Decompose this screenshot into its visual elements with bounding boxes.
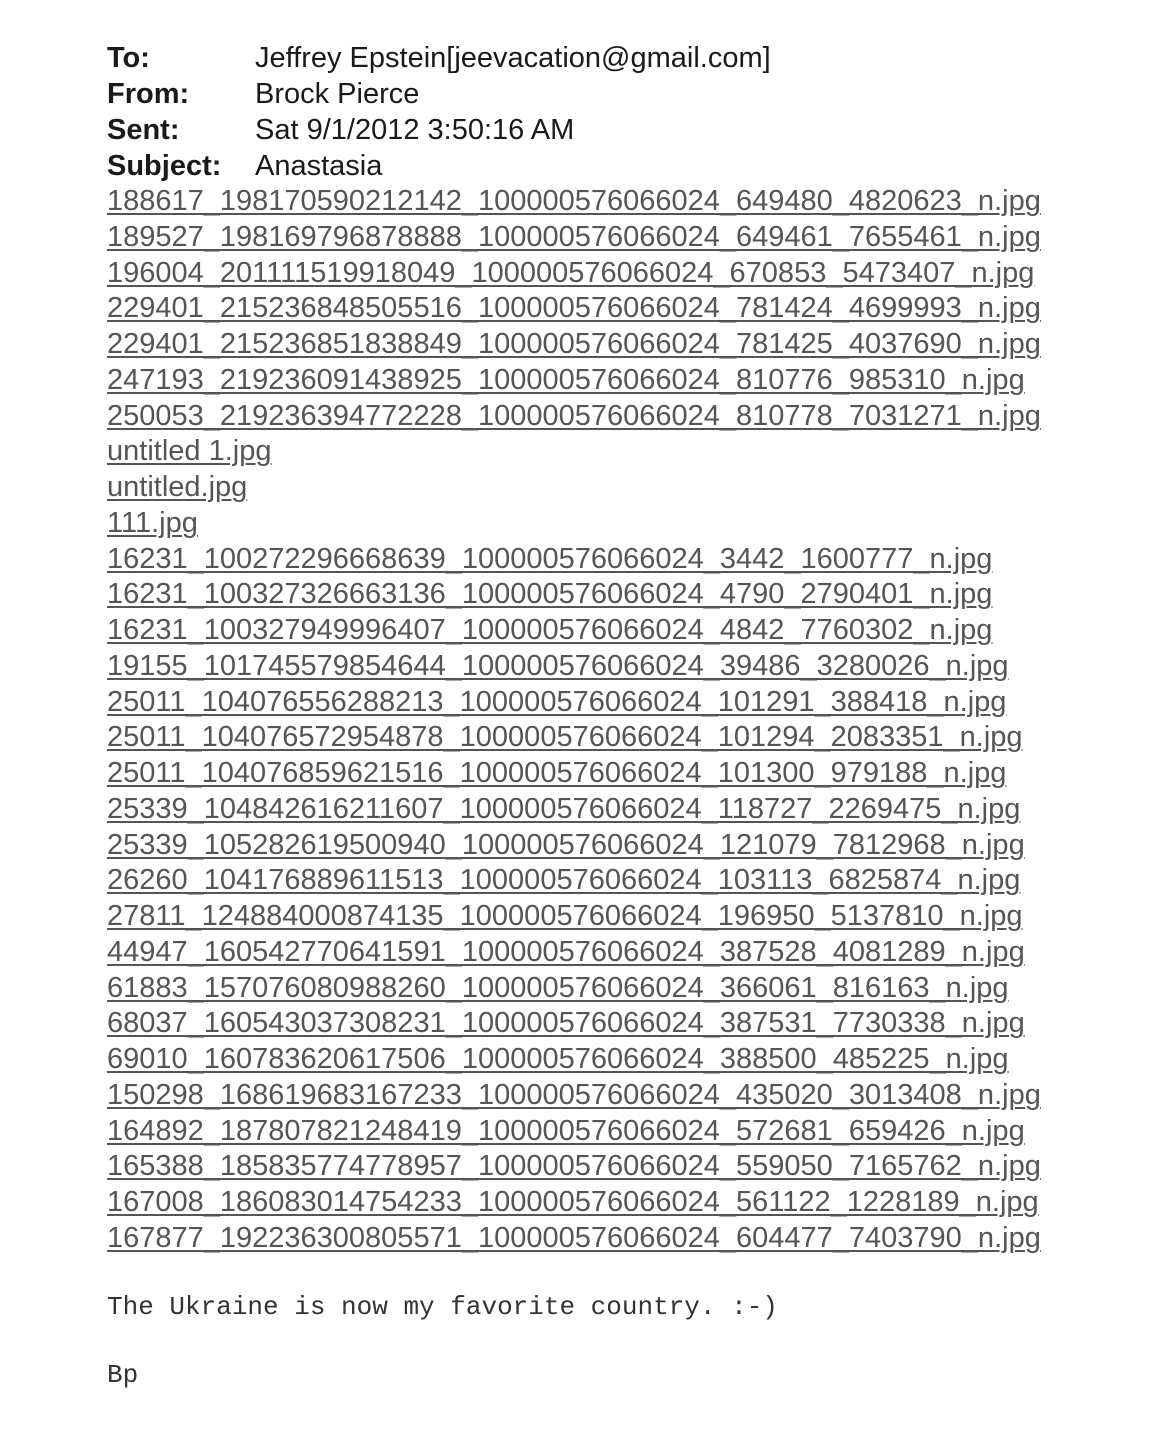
attachment-link[interactable]: 16231_100272296668639_100000576066024_3442_1600777_n.jpg — [107, 542, 993, 575]
attachment-link[interactable]: 188617_198170590212142_100000576066024_649480_4820623_n.jpg — [107, 185, 1041, 217]
attachment-link[interactable]: 111.jpg — [107, 506, 198, 539]
attachment-link[interactable]: untitled 1.jpg — [107, 435, 272, 468]
attachment-link[interactable]: 27811_124884000874135_100000576066024_196950_5137810_n.jpg — [107, 900, 1023, 932]
body-signature: Bp — [107, 1359, 139, 1390]
attachment-link[interactable]: 16231_100327949996407_100000576066024_4842_7760302_n.jpg — [107, 614, 993, 646]
attachment-link[interactable]: 25011_104076859621516_100000576066024_101300_979188_n.jpg — [107, 757, 1007, 789]
attachment-link[interactable]: 250053_219236394772228_100000576066024_810778_7031271_n.jpg — [107, 399, 1041, 432]
from-value: Brock Pierce — [255, 78, 420, 110]
attachment-link[interactable]: 25339_104842616211607_100000576066024_118727_2269475_n.jpg — [107, 792, 1021, 825]
sent-label: Sent: — [107, 114, 180, 146]
attachment-link[interactable]: 229401_215236848505516_100000576066024_781424_4699993_n.jpg — [107, 292, 1041, 325]
attachment-link[interactable]: 68037_160543037308231_100000576066024_387531_7730338_n.jpg — [107, 1007, 1025, 1040]
attachment-link[interactable]: 26260_104176889611513_100000576066024_103113_6825874_n.jpg — [107, 864, 1021, 897]
body-message: The Ukraine is now my favorite country. :-) — [107, 1291, 778, 1322]
email-document — [107, 40, 1147, 1392]
attachment-link[interactable]: 25011_104076572954878_100000576066024_101294_2083351_n.jpg — [107, 721, 1023, 754]
sent-row — [107, 112, 1147, 148]
attachment-link[interactable]: 196004_201111519918049_100000576066024_670853_5473407_n.jpg — [107, 256, 1035, 289]
attachment-link[interactable]: 25339_105282619500940_100000576066024_121079_7812968_n.jpg — [107, 828, 1025, 861]
attachment-link[interactable]: 229401_215236851838849_100000576066024_781425_4037690_n.jpg — [107, 328, 1041, 360]
to-value: Jeffrey Epstein[jeevacation@gmail.com] — [255, 42, 771, 74]
attachment-link[interactable]: 247193_219236091438925_100000576066024_810776_985310_n.jpg — [107, 363, 1025, 396]
to-row — [107, 40, 1147, 76]
from-label: From: — [107, 78, 190, 110]
subject-row — [107, 148, 1147, 184]
email-body — [107, 1290, 1147, 1392]
attachment-link[interactable]: 165388_185835774778957_100000576066024_559050_7165762_n.jpg — [107, 1150, 1041, 1183]
subject-value: Anastasia — [255, 150, 383, 182]
attachment-link[interactable]: 167008_186083014754233_100000576066024_561122_1228189_n.jpg — [107, 1186, 1039, 1218]
attachment-link[interactable]: 19155_101745579854644_100000576066024_39486_3280026_n.jpg — [107, 649, 1009, 682]
attachment-list — [107, 184, 1147, 1257]
to-label: To: — [107, 42, 150, 74]
subject-label: Subject: — [107, 150, 222, 182]
attachment-link[interactable]: 25011_104076556288213_100000576066024_101291_388418_n.jpg — [107, 685, 1007, 718]
attachment-link[interactable]: 150298_168619683167233_100000576066024_435020_3013408_n.jpg — [107, 1078, 1041, 1111]
attachment-link[interactable]: 189527_198169796878888_100000576066024_649461_7655461_n.jpg — [107, 220, 1041, 253]
attachment-link[interactable]: 69010_160783620617506_100000576066024_388500_485225_n.jpg — [107, 1043, 1009, 1075]
attachment-link[interactable]: 44947_160542770641591_100000576066024_387528_4081289_n.jpg — [107, 935, 1025, 968]
attachment-link[interactable]: 164892_187807821248419_100000576066024_572681_659426_n.jpg — [107, 1114, 1025, 1147]
attachment-link[interactable]: 167877_192236300805571_100000576066024_604477_7403790_n.jpg — [107, 1221, 1041, 1254]
email-headers — [107, 40, 1147, 184]
attachment-link[interactable]: 61883_157076080988260_100000576066024_366061_816163_n.jpg — [107, 971, 1009, 1004]
sent-value: Sat 9/1/2012 3:50:16 AM — [255, 114, 575, 146]
attachment-link[interactable]: untitled.jpg — [107, 471, 248, 503]
attachment-link[interactable]: 16231_100327326663136_100000576066024_4790_2790401_n.jpg — [107, 578, 993, 611]
from-row — [107, 76, 1147, 112]
